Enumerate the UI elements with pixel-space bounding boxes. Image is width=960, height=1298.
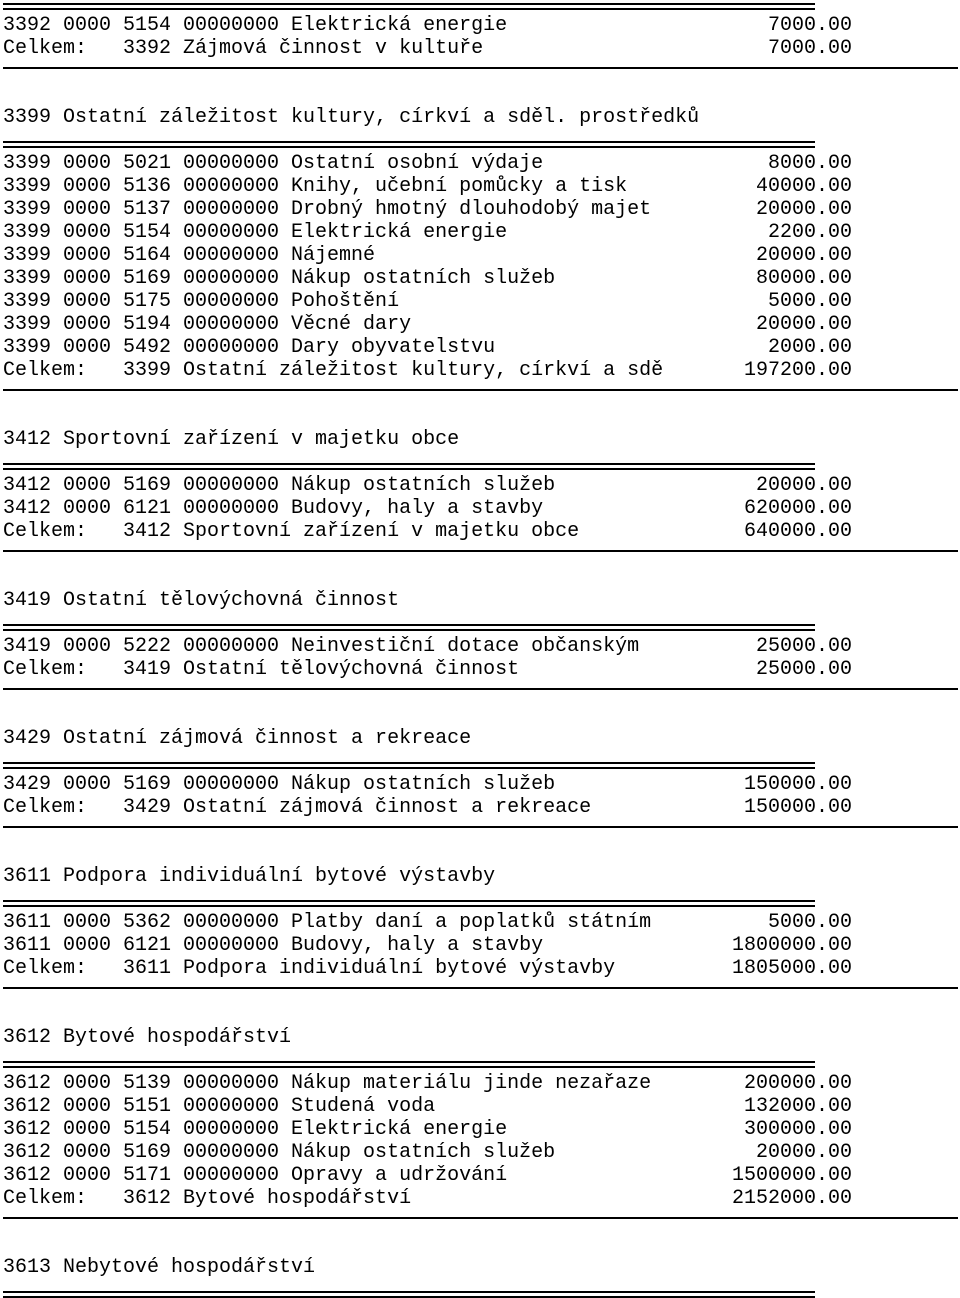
table-row <box>3 1095 852 1118</box>
table-row <box>3 1072 852 1095</box>
table-row <box>3 267 852 290</box>
table-row <box>3 14 852 37</box>
row-amount: 20000.00 <box>755 313 852 336</box>
row-amount: 2200.00 <box>767 221 852 244</box>
row-amount: 150000.00 <box>743 796 852 819</box>
row-amount: 7000.00 <box>767 14 852 37</box>
total-row <box>3 520 852 543</box>
double-separator <box>3 141 815 148</box>
section-heading: 3611 Podpora individuální bytové výstavby <box>3 865 496 888</box>
total-rule <box>3 389 958 391</box>
row-amount: 1500000.00 <box>731 1164 852 1187</box>
total-rule <box>3 987 958 989</box>
section-heading: 3399 Ostatní záležitost kultury, církví a sděl. prostředků <box>3 106 700 129</box>
row-amount: 8000.00 <box>767 152 852 175</box>
row-amount: 200000.00 <box>743 1072 852 1095</box>
table-row <box>3 497 852 520</box>
row-label: 3399 0000 5136 00000000 Knihy, učební pomůcky a tisk <box>3 175 628 198</box>
table-row <box>3 911 852 934</box>
row-label: 3399 0000 5492 00000000 Dary obyvatelstvu <box>3 336 496 359</box>
double-separator <box>3 762 815 769</box>
table-row <box>3 198 852 221</box>
row-label: 3612 0000 5171 00000000 Opravy a udržování <box>3 1164 508 1187</box>
row-amount: 2000.00 <box>767 336 852 359</box>
row-label: 3419 0000 5222 00000000 Neinvestiční dotace občanským <box>3 635 640 658</box>
total-rule <box>3 826 958 828</box>
row-label: 3399 0000 5154 00000000 Elektrická energie <box>3 221 508 244</box>
double-separator <box>3 624 815 631</box>
row-label: 3612 0000 5154 00000000 Elektrická energie <box>3 1118 508 1141</box>
table-row <box>3 1141 852 1164</box>
table-row <box>3 175 852 198</box>
double-separator <box>3 1061 815 1068</box>
row-amount: 20000.00 <box>755 198 852 221</box>
row-label: 3412 0000 5169 00000000 Nákup ostatních služeb <box>3 474 556 497</box>
table-row <box>3 221 852 244</box>
double-separator <box>3 900 815 907</box>
row-amount: 20000.00 <box>755 1141 852 1164</box>
table-row <box>3 773 852 796</box>
table-row <box>3 152 852 175</box>
total-row <box>3 37 852 60</box>
row-label: 3399 0000 5164 00000000 Nájemné <box>3 244 376 267</box>
row-label: 3392 0000 5154 00000000 Elektrická energie <box>3 14 508 37</box>
row-label: Celkem: 3611 Podpora individuální bytové výstavby <box>3 957 616 980</box>
total-row <box>3 658 852 681</box>
table-row <box>3 635 852 658</box>
table-row <box>3 313 852 336</box>
section-heading: 3412 Sportovní zařízení v majetku obce <box>3 428 460 451</box>
row-label: 3399 0000 5137 00000000 Drobný hmotný dlouhodobý majet <box>3 198 652 221</box>
row-amount: 132000.00 <box>743 1095 852 1118</box>
row-label: 3611 0000 5362 00000000 Platby daní a poplatků státním <box>3 911 652 934</box>
row-label: 3429 0000 5169 00000000 Nákup ostatních služeb <box>3 773 556 796</box>
total-row <box>3 1187 852 1210</box>
table-row <box>3 290 852 313</box>
table-row <box>3 244 852 267</box>
table-row <box>3 1164 852 1187</box>
table-row <box>3 336 852 359</box>
total-rule <box>3 1217 958 1219</box>
row-label: 3399 0000 5021 00000000 Ostatní osobní výdaje <box>3 152 544 175</box>
table-row <box>3 1118 852 1141</box>
section-heading: 3613 Nebytové hospodářství <box>3 1256 316 1279</box>
total-row <box>3 359 852 382</box>
row-amount: 40000.00 <box>755 175 852 198</box>
row-amount: 5000.00 <box>767 290 852 313</box>
row-label: 3399 0000 5175 00000000 Pohoštění <box>3 290 400 313</box>
row-amount: 150000.00 <box>743 773 852 796</box>
table-row <box>3 934 852 957</box>
total-row <box>3 796 852 819</box>
section-heading: 3419 Ostatní tělovýchovná činnost <box>3 589 400 612</box>
row-label: 3399 0000 5194 00000000 Věcné dary <box>3 313 412 336</box>
total-row <box>3 957 852 980</box>
double-separator <box>3 1291 815 1298</box>
row-amount: 7000.00 <box>767 37 852 60</box>
row-label: Celkem: 3612 Bytové hospodářství <box>3 1187 412 1210</box>
row-label: 3612 0000 5139 00000000 Nákup materiálu jinde nezařaze <box>3 1072 652 1095</box>
row-label: 3612 0000 5169 00000000 Nákup ostatních služeb <box>3 1141 556 1164</box>
row-amount: 1800000.00 <box>731 934 852 957</box>
total-rule <box>3 67 958 69</box>
row-label: Celkem: 3419 Ostatní tělovýchovná činnost <box>3 658 520 681</box>
row-amount: 80000.00 <box>755 267 852 290</box>
row-amount: 25000.00 <box>755 658 852 681</box>
row-label: Celkem: 3392 Zájmová činnost v kultuře <box>3 37 484 60</box>
section-heading: 3612 Bytové hospodářství <box>3 1026 292 1049</box>
row-amount: 640000.00 <box>743 520 852 543</box>
row-amount: 620000.00 <box>743 497 852 520</box>
double-separator <box>3 3 815 10</box>
row-label: Celkem: 3429 Ostatní zájmová činnost a rekreace <box>3 796 592 819</box>
table-row <box>3 474 852 497</box>
row-amount: 1805000.00 <box>731 957 852 980</box>
section-heading: 3429 Ostatní zájmová činnost a rekreace <box>3 727 472 750</box>
row-label: 3611 0000 6121 00000000 Budovy, haly a stavby <box>3 934 544 957</box>
row-amount: 5000.00 <box>767 911 852 934</box>
row-label: 3612 0000 5151 00000000 Studená voda <box>3 1095 436 1118</box>
row-amount: 25000.00 <box>755 635 852 658</box>
row-amount: 300000.00 <box>743 1118 852 1141</box>
row-amount: 20000.00 <box>755 244 852 267</box>
total-rule <box>3 688 958 690</box>
row-label: Celkem: 3399 Ostatní záležitost kultury, církví a sdě <box>3 359 664 382</box>
double-separator <box>3 463 815 470</box>
row-label: Celkem: 3412 Sportovní zařízení v majetku obce <box>3 520 580 543</box>
row-label: 3412 0000 6121 00000000 Budovy, haly a stavby <box>3 497 544 520</box>
row-amount: 197200.00 <box>743 359 852 382</box>
total-rule <box>3 550 958 552</box>
row-amount: 20000.00 <box>755 474 852 497</box>
row-label: 3399 0000 5169 00000000 Nákup ostatních služeb <box>3 267 556 290</box>
row-amount: 2152000.00 <box>731 1187 852 1210</box>
